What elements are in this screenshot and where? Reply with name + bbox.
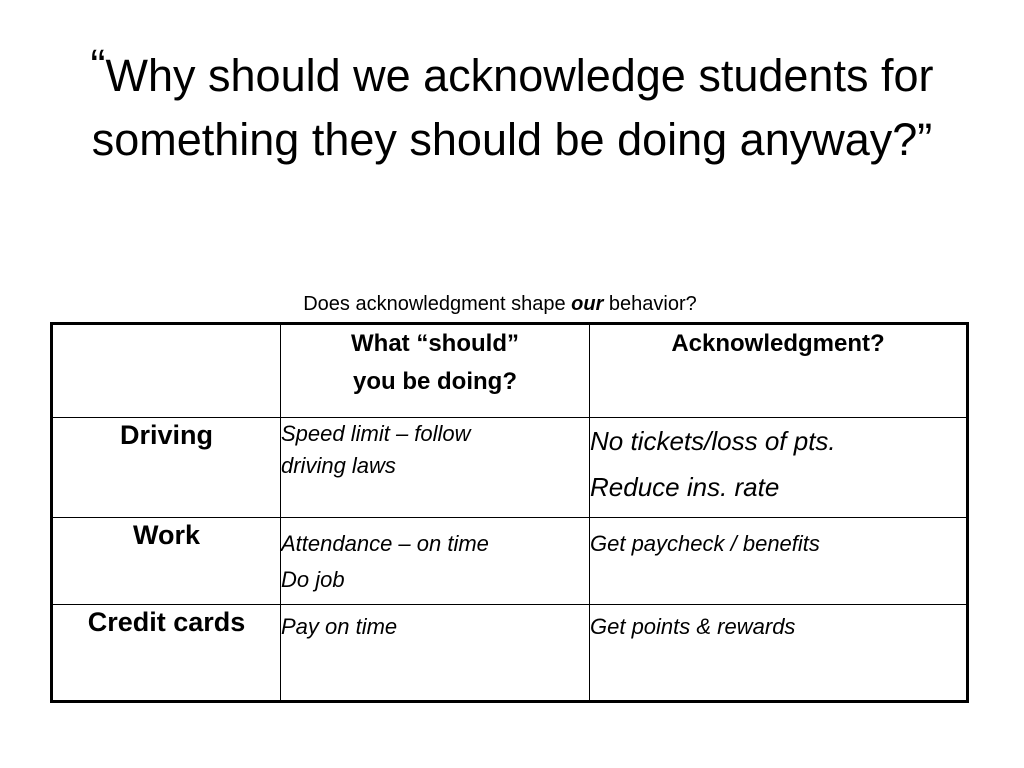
should-line: Attendance – on time [281,531,489,556]
acknowledgment-line: Reduce ins. rate [590,472,780,502]
slide-subtitle [0,291,1000,317]
comparison-table [50,322,969,703]
subtitle-before: Does acknowledgment shape [303,293,572,315]
should-line: driving laws [281,453,396,478]
title-open-quote: “ [90,40,106,91]
header-should-line2: you be doing? [353,368,517,395]
acknowledgment-cell-work [590,518,968,605]
should-cell-work [281,518,590,605]
subtitle-after: behavior? [603,293,697,315]
should-cell-credit-cards [281,605,590,702]
should-line: Speed limit – follow [281,421,471,446]
table-row [52,605,968,702]
should-line: Do job [281,567,345,592]
acknowledgment-line: Get points & rewards [590,614,796,639]
acknowledgment-line: No tickets/loss of pts. [590,426,836,456]
header-acknowledgment-cell: Acknowledgment? [590,324,968,418]
should-cell-driving [281,418,590,518]
row-label-credit-cards: Credit cards [52,605,281,702]
header-corner-cell [52,324,281,418]
header-should-line1: What “should” [351,330,519,357]
should-line: Pay on time [281,614,398,639]
subtitle-emphasis: our [571,293,604,315]
row-label-driving: Driving [52,418,281,518]
acknowledgment-line: Get paycheck / benefits [590,531,820,556]
table-row [52,518,968,605]
header-should-cell [281,324,590,418]
slide-title [40,40,984,172]
row-label-work: Work [52,518,281,605]
acknowledgment-cell-credit-cards [590,605,968,702]
acknowledgment-cell-driving [590,418,968,518]
table-row [52,418,968,518]
table-header-row [52,324,968,418]
title-text: Why should we acknowledge students for something they should be doing anyway?” [91,50,934,165]
